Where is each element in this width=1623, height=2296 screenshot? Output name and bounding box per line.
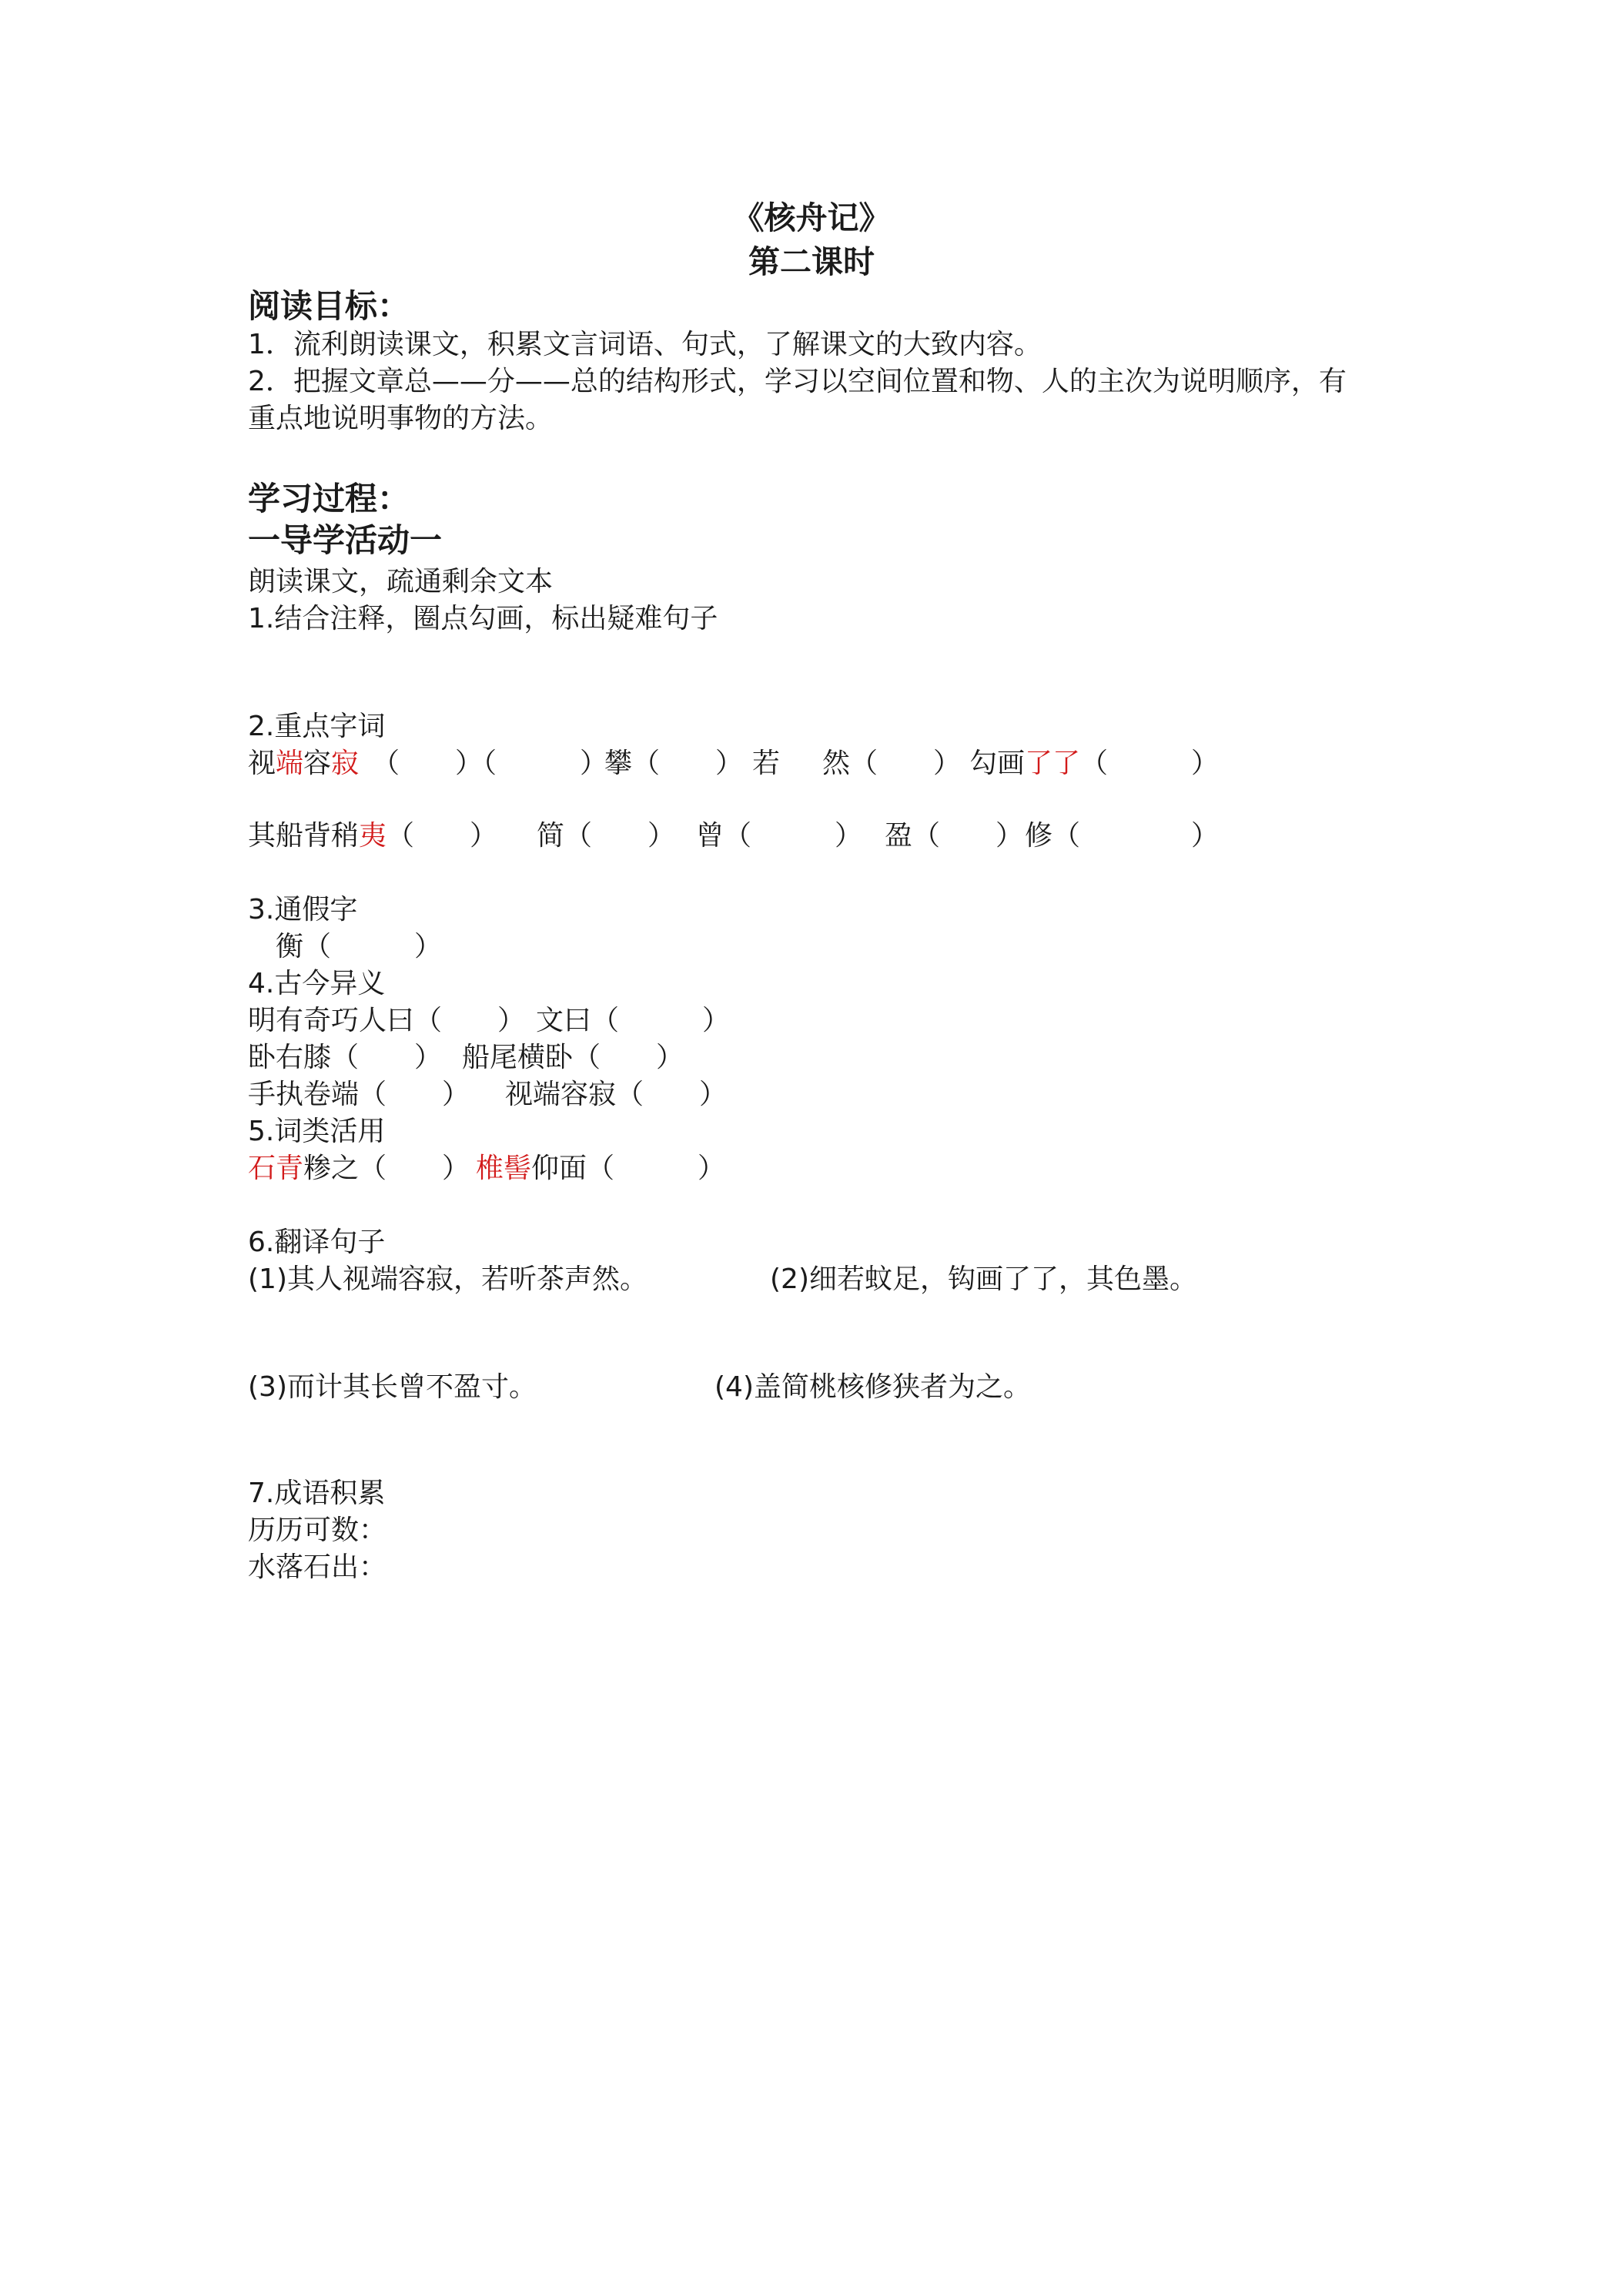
kw-pan: 攀（ ）	[604, 748, 744, 779]
kw-duan-highlight: 端	[276, 748, 304, 779]
cilei-label: 5.词类活用	[248, 1116, 386, 1147]
process-intro: 朗读课文，疏通剩余文本	[248, 566, 554, 597]
kw-jian: 简（ ）	[537, 820, 676, 852]
idiom-1: 历历可数：	[248, 1514, 387, 1546]
kw-blanks-1: （ ）（ ）	[372, 748, 608, 779]
task-1: 1.结合注释，圈点勾画，标出疑难句子	[248, 603, 718, 634]
kw-ying: 盈（ ）	[885, 820, 1024, 852]
kw-gouhua: 勾画	[969, 748, 1026, 779]
kw-rong: 容	[303, 748, 332, 779]
kw-liaoliao-highlight: 了了	[1025, 748, 1081, 779]
kw-chuanbei: 其船背稍	[248, 820, 360, 852]
gujin-item-3b: 视端容寂（ ）	[505, 1079, 728, 1110]
tongjia-label: 3.通假字	[248, 894, 358, 925]
keywords-label: 2.重点字词	[248, 711, 386, 742]
cilei-zhuiji-highlight: 椎髻	[476, 1153, 532, 1184]
goal-item-1: 1．流利朗读课文，积累文言词语、句式，了解课文的大致内容。	[248, 329, 1042, 360]
kw-yi-blank: （ ）	[387, 820, 498, 852]
gujin-item-2b: 船尾横卧（ ）	[462, 1042, 684, 1073]
gujin-item-1b: 文曰（ ）	[536, 1005, 731, 1036]
goals-heading: 阅读目标：	[248, 287, 410, 325]
tongjia-item: 衡（ ）	[276, 931, 443, 962]
translate-sentence-3: (3)而计其长曾不盈寸。	[248, 1371, 537, 1403]
page-title: 《核舟记》	[732, 199, 891, 236]
goal-item-2-line-2: 重点地说明事物的方法。	[248, 403, 554, 434]
process-heading: 学习过程：	[248, 480, 410, 517]
kw-gouhua-group	[969, 747, 1219, 781]
gujin-item-2a: 卧右膝（ ）	[248, 1042, 443, 1073]
kw-ceng: 曾（ ）	[696, 820, 863, 852]
idiom-2: 水落石出：	[248, 1551, 387, 1583]
kw-shi: 视	[248, 748, 276, 779]
kw-liaoliao-blank: （ ）	[1080, 748, 1220, 779]
translate-sentence-1: (1)其人视端容寂，若听茶声然。	[248, 1263, 648, 1295]
kw-ran: 然（ ）	[822, 748, 962, 779]
kw-yi-highlight: 夷	[359, 820, 387, 852]
gujin-label: 4.古今异义	[248, 968, 386, 999]
gujin-item-1a: 明有奇巧人曰（ ）	[248, 1005, 526, 1036]
cilei-shiqing-highlight: 石青	[248, 1153, 304, 1184]
keywords-row-1	[248, 747, 359, 781]
idioms-label: 7.成语积累	[248, 1478, 386, 1509]
gujin-item-3a: 手执卷端（ ）	[248, 1079, 470, 1110]
kw-xiu: 修（ ）	[1025, 820, 1220, 852]
kw-ji-highlight: 寂	[331, 748, 360, 779]
keywords-row-2	[248, 819, 497, 853]
page-subtitle: 第二课时	[748, 243, 875, 280]
kw-ruo: 若	[752, 748, 781, 779]
cilei-item-1	[248, 1152, 470, 1186]
cilei-shen: 糁之（ ）	[303, 1153, 470, 1184]
activity-heading: 一导学活动一	[248, 521, 443, 559]
goal-item-2-line-1: 2．把握文章总——分——总的结构形式，学习以空间位置和物、人的主次为说明顺序，有	[248, 366, 1347, 397]
translate-sentence-4: (4)盖简桃核修狭者为之。	[714, 1371, 1031, 1403]
cilei-yangmian: 仰面（ ）	[531, 1153, 726, 1184]
translate-sentence-2: (2)细若蚊足，钩画了了，其色墨。	[770, 1263, 1197, 1295]
translate-label: 6.翻译句子	[248, 1227, 386, 1258]
cilei-item-2	[476, 1152, 725, 1186]
